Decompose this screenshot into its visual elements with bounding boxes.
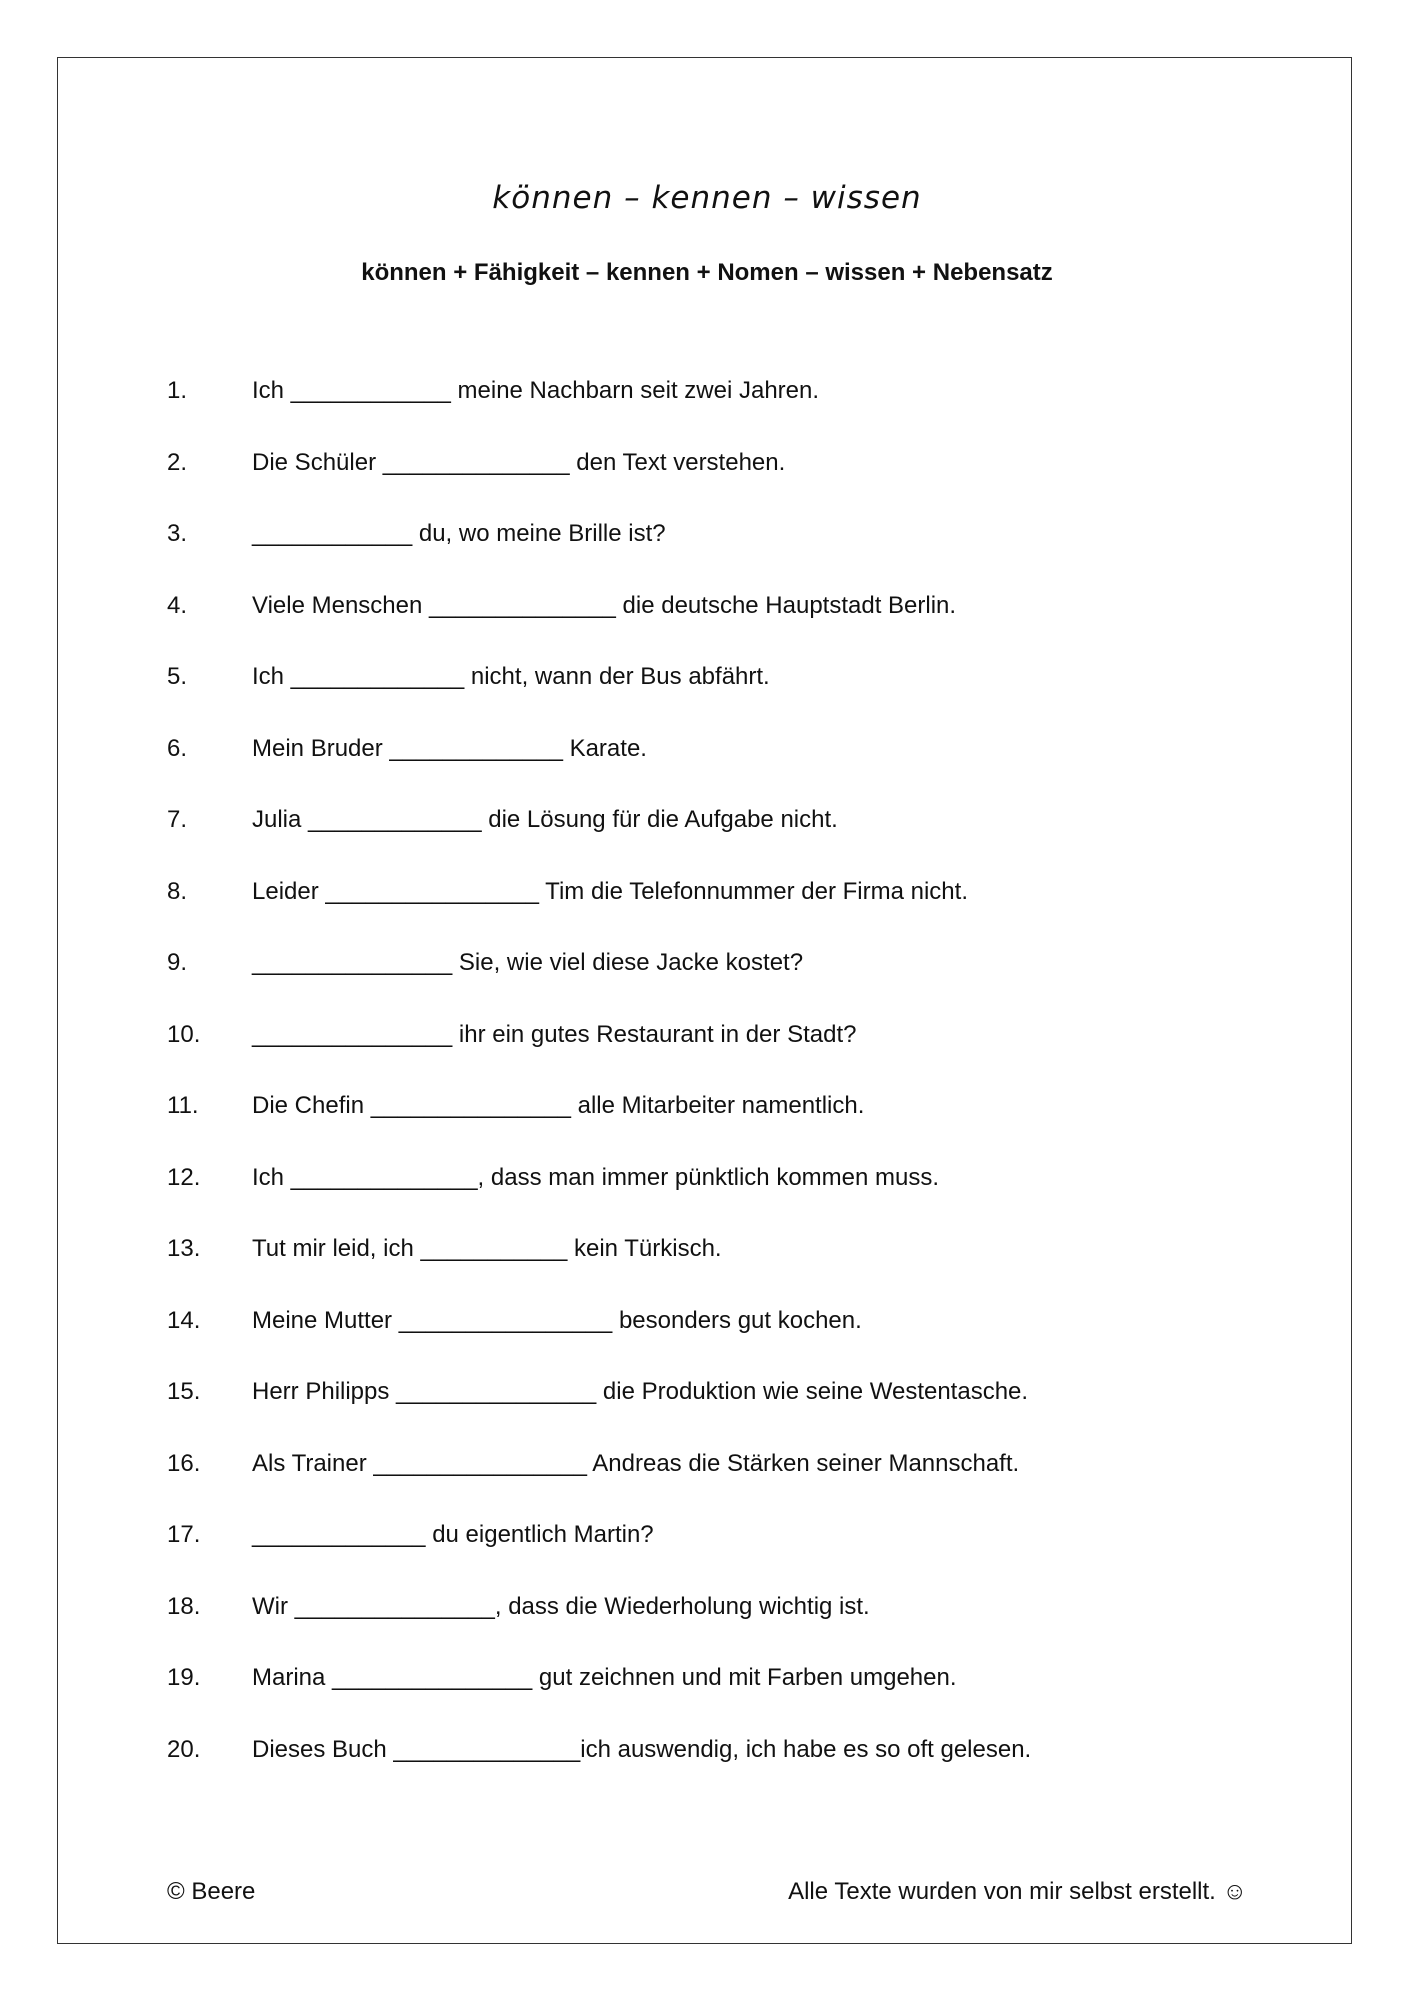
exercise-sentence: Meine Mutter ________________ besonders gut kochen. (252, 1306, 862, 1334)
exercise-item-1 (167, 376, 1267, 448)
exercise-sentence: Viele Menschen ______________ die deutsche Hauptstadt Berlin. (252, 591, 957, 619)
exercise-number: 11. (167, 1092, 199, 1119)
exercise-number: 5. (167, 663, 188, 690)
exercise-sentence: Tut mir leid, ich ___________ kein Türkisch. (252, 1235, 722, 1262)
exercise-item-5 (167, 662, 1267, 734)
copyright-notice: © Beere (167, 1878, 256, 1905)
exercise-number: 17. (167, 1521, 201, 1548)
exercise-number: 7. (167, 806, 188, 833)
exercise-number: 1. (167, 377, 188, 404)
exercise-number: 14. (167, 1306, 201, 1334)
exercise-item-13 (167, 1234, 1267, 1306)
exercise-item-11 (167, 1091, 1267, 1163)
exercise-number: 9. (167, 949, 188, 976)
worksheet-subtitle: können + Fähigkeit – kennen + Nomen – wissen + Nebensatz (361, 259, 1053, 286)
exercise-item-10 (167, 1020, 1267, 1092)
exercise-item-19 (167, 1663, 1267, 1735)
exercise-item-12 (167, 1163, 1267, 1235)
exercise-sentence: Marina _______________ gut zeichnen und mit Farben umgehen. (252, 1664, 957, 1691)
exercise-item-17 (167, 1520, 1267, 1592)
exercise-item-18 (167, 1592, 1267, 1664)
exercise-sentence: Herr Philipps _______________ die Produktion wie seine Westentasche. (252, 1378, 1029, 1405)
exercise-item-7 (167, 805, 1267, 877)
exercise-list (167, 376, 1267, 1806)
exercise-number: 6. (167, 734, 188, 762)
exercise-number: 15. (167, 1378, 201, 1405)
exercise-sentence: Mein Bruder _____________ Karate. (252, 734, 647, 762)
exercise-number: 3. (167, 520, 188, 547)
exercise-number: 18. (167, 1592, 201, 1620)
worksheet-title: können – kennen – wissen (492, 180, 922, 216)
exercise-item-14 (167, 1306, 1267, 1378)
exercise-sentence: Wir _______________, dass die Wiederholung wichtig ist. (252, 1592, 870, 1620)
exercise-number: 8. (167, 877, 188, 905)
exercise-number: 12. (167, 1163, 201, 1191)
exercise-number: 20. (167, 1735, 201, 1763)
exercise-sentence: Als Trainer ________________ Andreas die Stärken seiner Mannschaft. (252, 1449, 1020, 1477)
exercise-number: 10. (167, 1020, 201, 1048)
exercise-number: 2. (167, 448, 188, 476)
exercise-sentence: Dieses Buch ______________ich auswendig, ich habe es so oft gelesen. (252, 1735, 1032, 1763)
exercise-number: 4. (167, 591, 188, 619)
exercise-sentence: Julia _____________ die Lösung für die Aufgabe nicht. (252, 806, 838, 833)
exercise-item-3 (167, 519, 1267, 591)
exercise-sentence: Die Chefin _______________ alle Mitarbeiter namentlich. (252, 1092, 865, 1119)
exercise-sentence: Leider ________________ Tim die Telefonnummer der Firma nicht. (252, 877, 968, 905)
exercise-item-16 (167, 1449, 1267, 1521)
exercise-number: 16. (167, 1449, 201, 1477)
exercise-number: 13. (167, 1235, 201, 1262)
exercise-sentence: _______________ ihr ein gutes Restaurant in der Stadt? (252, 1020, 857, 1048)
exercise-item-20 (167, 1735, 1267, 1807)
exercise-item-6 (167, 734, 1267, 806)
exercise-sentence: _____________ du eigentlich Martin? (252, 1521, 654, 1548)
exercise-sentence: Ich ____________ meine Nachbarn seit zwei Jahren. (252, 377, 820, 404)
exercise-sentence: Ich ______________, dass man immer pünktlich kommen muss. (252, 1163, 940, 1191)
exercise-item-8 (167, 877, 1267, 949)
exercise-item-9 (167, 948, 1267, 1020)
exercise-sentence: Ich _____________ nicht, wann der Bus abfährt. (252, 663, 770, 690)
exercise-number: 19. (167, 1664, 201, 1691)
authorship-note: Alle Texte wurden von mir selbst erstellt. ☺ (788, 1878, 1247, 1905)
exercise-item-4 (167, 591, 1267, 663)
exercise-sentence: _______________ Sie, wie viel diese Jacke kostet? (252, 949, 804, 976)
exercise-item-2 (167, 448, 1267, 520)
exercise-item-15 (167, 1377, 1267, 1449)
exercise-sentence: Die Schüler ______________ den Text verstehen. (252, 448, 786, 476)
exercise-sentence: ____________ du, wo meine Brille ist? (252, 520, 666, 547)
